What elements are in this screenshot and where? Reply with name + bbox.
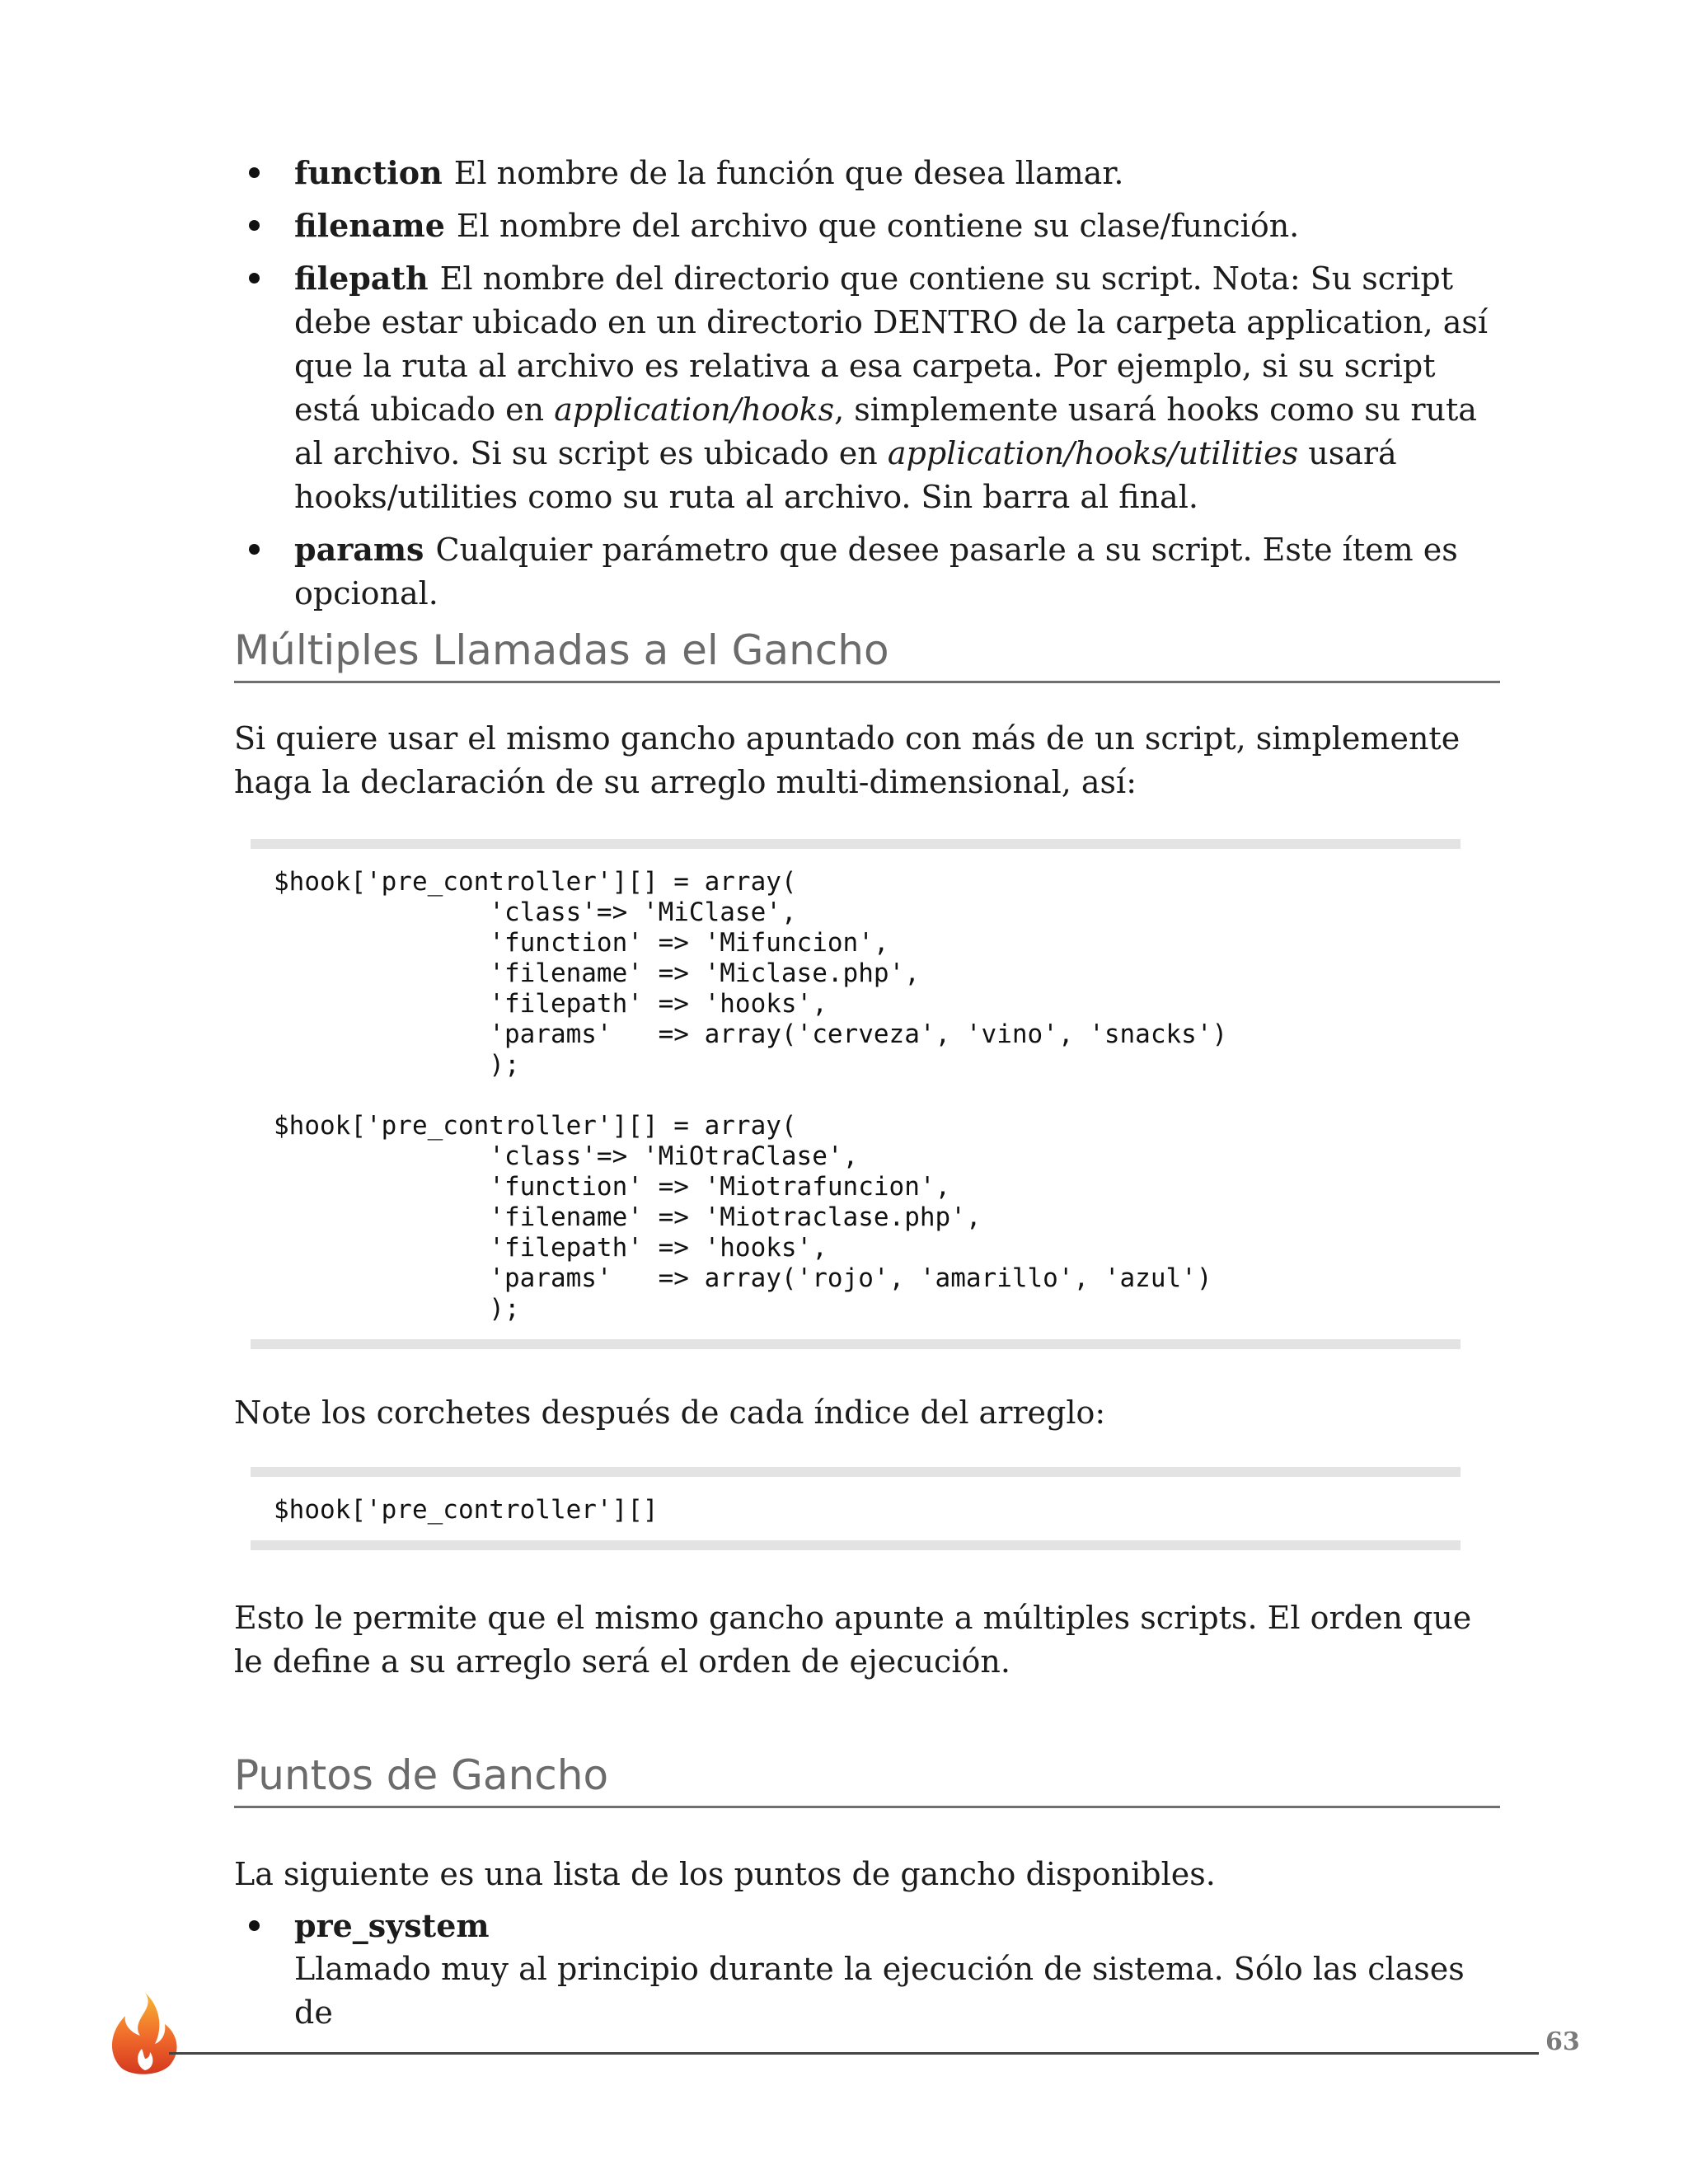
term-function: function: [294, 154, 443, 191]
list-item: [234, 256, 1500, 519]
section-heading-hook-points: Puntos de Gancho: [234, 1750, 1500, 1808]
section-heading-multiple-calls: Múltiples Llamadas a el Gancho: [234, 625, 1500, 683]
code-block-brackets: [251, 1467, 1461, 1550]
list-item: [234, 204, 1500, 248]
term-filename: filename: [294, 207, 445, 244]
path-application-hooks-utilities: application/hooks/utilities: [887, 435, 1299, 471]
term-description: El nombre del directorio que contiene su script. Nota: Su script debe estar ubicado en un directorio DENTRO de la carpeta application, así que la ruta al archivo es relativa a esa carpeta. Por ejemplo, si su script está ubicado en: [294, 260, 1489, 428]
hook-params-list: [234, 151, 1500, 624]
list-item: [234, 527, 1500, 616]
hook-points-list: [234, 1904, 1500, 2035]
codeigniter-flame-icon: [106, 1991, 181, 2077]
list-item: [234, 1904, 1500, 2035]
term-description-end: usará hooks/utilities como su ruta al archivo. Sin barra al final.: [294, 435, 1397, 515]
footer-rule: [169, 2052, 1539, 2055]
brackets-note: Note los corchetes después de cada índice del arreglo:: [234, 1394, 1106, 1431]
term-description: Cualquier parámetro que desee pasarle a su script. Este ítem es opcional.: [294, 532, 1458, 612]
list-item: [234, 151, 1500, 195]
term-pre-system: pre_system: [294, 1907, 490, 1944]
term-filepath: filepath: [294, 260, 429, 297]
code-block-multiple-hooks: [251, 839, 1461, 1349]
term-description: El nombre de la función que desea llamar.: [453, 155, 1124, 191]
hook-points-intro: La siguiente es una lista de los puntos de gancho disponibles.: [234, 1856, 1216, 1892]
multiple-calls-intro: Si quiere usar el mismo gancho apuntado con más de un script, simplemente haga la declaración de su arreglo multi-dimensional, así:: [234, 720, 1461, 800]
term-description-cont: , simplemente usará hooks como su ruta al archivo. Si su script es ubicado en: [294, 391, 1477, 471]
term-description: El nombre del archivo que contiene su clase/función.: [456, 208, 1300, 244]
term-description: Llamado muy al principio durante la ejecución de sistema. Sólo las clases de: [294, 1951, 1465, 2031]
code-brackets: $hook['pre_controller'][]: [274, 1495, 659, 1525]
page-number: 63: [1545, 2027, 1580, 2056]
execution-order-paragraph: Esto le permite que el mismo gancho apunte a múltiples scripts. El orden que le define a su arreglo será el orden de ejecución.: [234, 1600, 1472, 1680]
code-multiple-hooks: $hook['pre_controller'][] = array( 'class'=> 'MiClase', 'function' => 'Mifuncion', 'filename' => 'Miclase.php', 'filepath' => 'hooks', 'params' => array('cerveza', 'vino', 'snacks') ); $hook['pre_controller'][] = array( 'class'=> 'MiOtraClase', 'function' => 'Miotrafuncion', 'filename' => 'Miotraclase.php', 'filepath' => 'hooks', 'params' => array('rojo', 'amarillo', 'azul') );: [274, 867, 1228, 1324]
term-params: params: [294, 531, 424, 568]
path-application-hooks: application/hooks: [554, 391, 835, 428]
